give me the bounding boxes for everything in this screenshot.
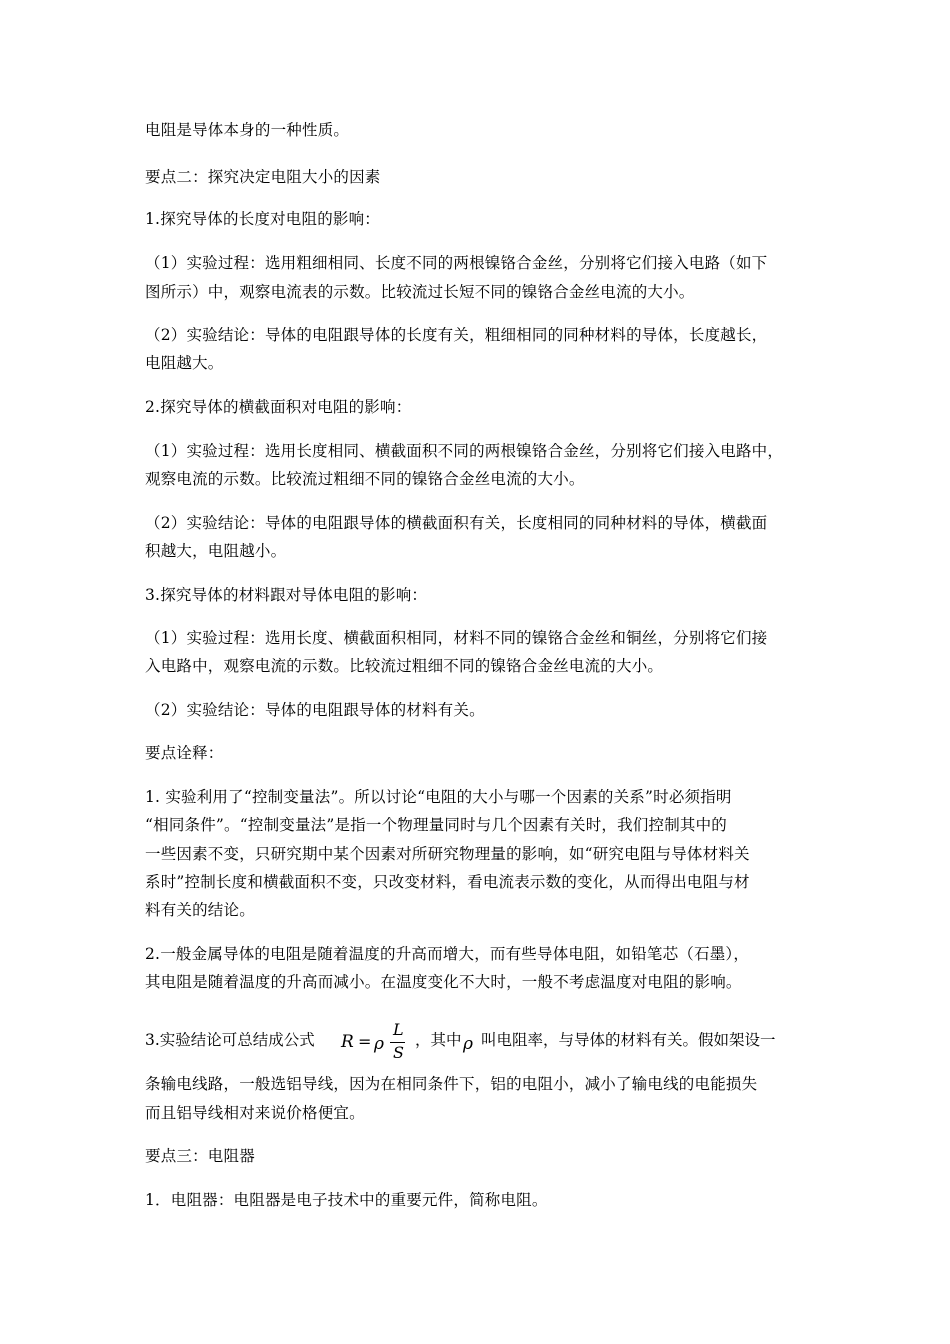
paragraph-line: （1）实验过程：选用长度、横截面积相同，材料不同的镍铬合金丝和铜丝，分别将它们接 <box>145 629 768 647</box>
paragraph-line: 而且铝导线相对来说价格便宜。 <box>145 1104 365 1122</box>
paragraph-line: 其电阻是随着温度的升高而减小。在温度变化不大时，一般不考虑温度对电阻的影响。 <box>145 973 742 991</box>
paragraph-line: 积越大，电阻越小。 <box>145 542 287 560</box>
section-heading: 要点二：探究决定电阻大小的因素 <box>145 168 381 186</box>
paragraph-line: （2）实验结论：导体的电阻跟导体的材料有关。 <box>145 701 485 719</box>
paragraph-line: 入电路中，观察电流的示数。比较流过粗细不同的镍铬合金丝电流的大小。 <box>145 657 664 675</box>
paragraph-line: （1）实验过程：选用粗细相同、长度不同的两根镍铬合金丝，分别将它们接入电路（如下 <box>145 254 768 272</box>
paragraph-line: 观察电流的示数。比较流过粗细不同的镍铬合金丝电流的大小。 <box>145 470 585 488</box>
formula-prefix-text: 3.实验结论可总结成公式 <box>145 1031 315 1049</box>
subsection-heading: 1.探究导体的长度对电阻的影响： <box>145 210 380 228</box>
formula-after-text: ，其中 <box>415 1031 462 1049</box>
paragraph-line: 系时”控制长度和横截面积不变，只改变材料，看电流表示数的变化，从而得出电阻与材 <box>145 873 750 891</box>
formula-r-symbol: R <box>341 1032 354 1052</box>
paragraph-line: 图所示）中，观察电流表的示数。比较流过长短不同的镍铬合金丝电流的大小。 <box>145 283 695 301</box>
subsection-heading: 2.探究导体的横截面积对电阻的影响： <box>145 398 412 416</box>
section-heading: 要点诠释： <box>145 744 224 762</box>
paragraph-line: “相同条件”。“控制变量法”是指一个物理量同时与几个因素有关时，我们控制其中的 <box>145 816 727 834</box>
paragraph-line: （2）实验结论：导体的电阻跟导体的横截面积有关，长度相同的同种材料的导体，横截面 <box>145 514 768 532</box>
paragraph-line: 2.一般金属导体的电阻是随着温度的升高而增大，而有些导体电阻，如铅笔芯（石墨）， <box>145 945 750 963</box>
paragraph-line: 电阻越大。 <box>145 354 224 372</box>
section-heading: 要点三：电阻器 <box>145 1147 255 1165</box>
formula-equals-sign: = <box>358 1032 372 1051</box>
formula-suffix-text: 叫电阻率，与导体的材料有关。假如架设一 <box>481 1031 776 1049</box>
subsection-heading: 3.探究导体的材料跟对导体电阻的影响： <box>145 586 428 604</box>
formula-numerator: L <box>393 1020 404 1039</box>
formula-denominator: S <box>393 1043 404 1062</box>
paragraph-line: 电阻是导体本身的一种性质。 <box>145 121 350 139</box>
paragraph-line: （1）实验过程：选用长度相同、横截面积不同的两根镍铬合金丝，分别将它们接入电路中， <box>145 442 784 460</box>
rho-inline-symbol: ρ <box>463 1034 473 1054</box>
formula-paragraph-line <box>145 1020 825 1064</box>
paragraph-line: 条输电线路，一般选铝导线，因为在相同条件下，铝的电阻小，减小了输电线的电能损失 <box>145 1075 758 1093</box>
paragraph-line: 一些因素不变，只研究期中某个因素对所研究物理量的影响，如“研究电阻与导体材料关 <box>145 845 750 863</box>
paragraph-line: 1. 实验利用了“控制变量法”。所以讨论“电阻的大小与哪一个因素的关系”时必须指明 <box>145 788 732 806</box>
formula-rho-symbol: ρ <box>374 1034 384 1054</box>
resistance-formula <box>341 1020 413 1064</box>
paragraph-line: 1．电阻器：电阻器是电子技术中的重要元件，简称电阻。 <box>145 1191 548 1209</box>
paragraph-line: （2）实验结论：导体的电阻跟导体的长度有关，粗细相同的同种材料的导体，长度越长， <box>145 326 768 344</box>
paragraph-line: 料有关的结论。 <box>145 901 255 919</box>
